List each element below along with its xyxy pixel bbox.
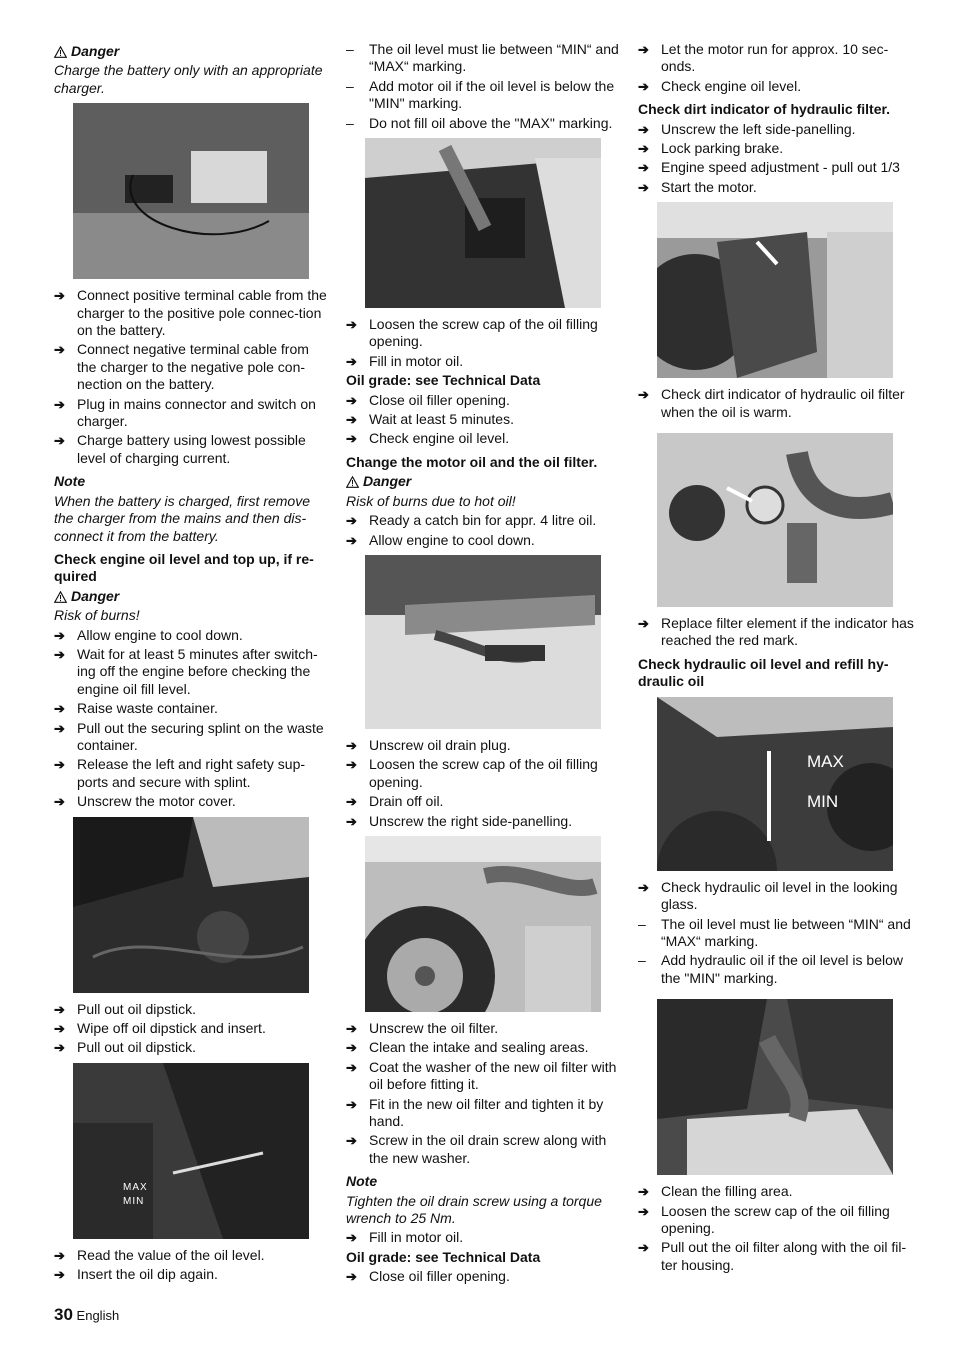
arrow-icon: ➔ [638,879,649,895]
dipstick-min-label: MIN [123,1195,145,1207]
list-item: ➔ Coat the washer of the new oil filter with oil before fitting it. [346,1058,617,1093]
arrow-icon: ➔ [638,42,649,57]
page-number: 30 [54,1305,73,1324]
column-1 [54,41,332,1286]
column-2 [346,41,624,1288]
arrow-icon: ➔ [346,317,357,333]
list-item: ➔ Replace filter element if the indicator has reached the red mark. [638,615,914,649]
step-list [54,287,332,467]
arrow-icon: ➔ [346,1040,357,1056]
arrow-icon: ➔ [54,720,65,736]
danger-text: Risk of burns! [54,607,140,624]
arrow-icon: ➔ [54,396,65,412]
step-list [54,627,332,811]
arrow-icon: ➔ [638,160,649,176]
photo-engine-compartment [73,817,309,993]
arrow-icon: ➔ [346,1133,357,1149]
photo-oil-drain [365,555,601,729]
arrow-icon: ➔ [54,757,65,773]
arrow-icon: ➔ [54,433,65,449]
list-item: ➔ Check dirt indicator of hydraulic oil filter when the oil is warm. [638,386,905,420]
list-item: ➔ Lock parking brake. [638,140,784,157]
step-list [54,1001,332,1057]
warning-triangle-icon [54,46,67,58]
danger-text: Risk of burns due to hot oil! [346,492,516,509]
note-title: Note [54,473,86,490]
column-3 [638,41,916,1276]
step-list [638,615,916,650]
danger-label: Danger [54,43,332,60]
section-heading: Check engine oil level and top up, if re-quired [54,550,314,585]
list-item: ➔ Pull out the oil filter along with the oil fil-ter housing. [638,1239,907,1273]
list-item: ➔ Check engine oil level. [638,77,802,94]
arrow-icon: ➔ [54,1021,65,1036]
arrow-icon: ➔ [638,141,649,157]
arrow-icon: ➔ [346,1059,357,1075]
arrow-icon: ➔ [54,288,65,304]
arrow-icon: ➔ [638,78,649,94]
step-list [346,1020,624,1167]
note-text: Tighten the oil drain screw using a torque wrench to 25 Nm. [346,1192,602,1226]
arrow-icon: ➔ [346,392,357,408]
photo-hydraulic-oil-glass [657,697,893,871]
list-item: ➔ Fill in motor oil. [346,1229,464,1246]
footer-language: English [76,1308,120,1323]
list-item: ➔ Let the motor run for approx. 10 sec-onds. [638,41,889,75]
list-item: ➔ Unscrew the oil filter. [346,1019,499,1036]
list-item: ➔ Unscrew oil drain plug. [346,736,511,753]
dash-marker: – [638,952,646,969]
arrow-icon: ➔ [346,794,357,810]
arrow-icon: ➔ [346,353,357,369]
list-item: ➔ Unscrew the left side-panelling. [638,120,856,137]
list-item: ➔ Screw in the oil drain screw along with the new washer. [346,1132,607,1166]
list-item: ➔ Raise waste container. [54,700,218,717]
arrow-icon: ➔ [638,1240,649,1256]
arrow-icon: ➔ [346,1020,357,1036]
step-list [346,1268,624,1285]
dash-marker: – [346,114,354,131]
arrow-icon: ➔ [346,737,357,753]
list-item: ➔ Charge battery using lowest possible level of charging current. [54,432,306,466]
photo-oil-filter-wheel [365,836,601,1012]
arrow-icon: ➔ [638,179,649,195]
section-heading: Check hydraulic oil level and refill hy-draulic oil [638,655,889,690]
dash-marker: – [346,77,354,94]
list-item: ➔ Check hydraulic oil level in the looking glass. [638,878,898,913]
step-list [638,386,916,421]
list-item: – Add hydraulic oil if the oil level is below the "MIN" marking. [638,952,904,986]
step-list [346,737,624,830]
photo-filling-area [657,999,893,1175]
arrow-icon: ➔ [346,1269,357,1285]
arrow-icon: ➔ [346,813,357,829]
step-list [54,1247,332,1284]
arrow-icon: ➔ [346,412,357,428]
list-item: ➔ Allow engine to cool down. [346,531,535,548]
danger-label: Danger [346,473,624,490]
arrow-icon: ➔ [346,757,357,773]
list-item: – The oil level must lie between “MIN“ and “MAX“ marking. [638,915,911,949]
list-item: ➔ Fit in the new oil filter and tighten it by hand. [346,1095,604,1129]
list-item: ➔ Close oil filler opening. [346,391,510,408]
photo-side-panel-filter [657,202,893,378]
arrow-icon: ➔ [638,616,649,632]
arrow-icon: ➔ [638,1203,649,1219]
list-item: ➔ Ready a catch bin for appr. 4 litre oil. [346,512,597,529]
arrow-icon: ➔ [54,1001,65,1017]
dash-marker: – [638,915,646,932]
list-item: ➔ Insert the oil dip again. [54,1266,218,1283]
arrow-icon: ➔ [54,1247,65,1263]
warning-triangle-icon [346,476,359,488]
list-item: ➔ Clean the filling area. [638,1183,793,1200]
list-item: – The oil level must lie between “MIN“ and “MAX“ marking. [346,41,619,75]
arrow-icon: ➔ [346,1096,357,1112]
oil-grade-label: Oil grade: see Technical Data [346,372,541,389]
warning-triangle-icon [54,591,67,603]
list-item: ➔ Check engine oil level. [346,430,510,447]
hydraulic-max-label: MAX [807,751,844,771]
step-list [346,392,624,448]
hydraulic-min-label: MIN [807,791,839,811]
photo-dirt-indicator [657,433,893,607]
arrow-icon: ➔ [638,121,649,137]
danger-label: Danger [54,588,332,605]
list-item: ➔ Pull out oil dipstick. [54,1039,197,1056]
list-item: ➔ Release the left and right safety sup-ports and secure with splint. [54,756,306,790]
arrow-icon: ➔ [54,342,65,358]
photo-oil-filler [365,138,601,308]
list-item: ➔ Pull out oil dipstick. [54,1000,197,1017]
list-item: ➔ Fill in motor oil. [346,352,464,369]
list-item: ➔ Close oil filler opening. [346,1268,510,1285]
arrow-icon: ➔ [638,387,649,403]
step-list [638,879,916,914]
note-title: Note [346,1173,378,1190]
list-item: ➔ Plug in mains connector and switch on charger. [54,395,316,430]
dash-list [346,41,624,132]
page-footer [54,1306,119,1324]
section-heading: Check dirt indicator of hydraulic filter. [638,101,891,118]
list-item: ➔ Start the motor. [638,178,757,195]
photo-battery-charger [73,103,309,279]
arrow-icon: ➔ [54,701,65,717]
list-item: ➔ Unscrew the right side-panelling. [346,812,573,829]
dipstick-max-label: MAX [123,1181,148,1193]
oil-grade-label: Oil grade: see Technical Data [346,1248,541,1265]
list-item: ➔ Read the value of the oil level. [54,1246,265,1263]
list-item: ➔ Connect negative terminal cable from the charger to the negative pole con-nection on the battery. [54,341,309,393]
step-list [638,41,916,95]
arrow-icon: ➔ [638,1184,649,1200]
list-item: ➔ Loosen the screw cap of the oil filling opening. [346,756,598,790]
list-item: ➔ Loosen the screw cap of the oil filling opening. [638,1202,890,1236]
list-item: ➔ Clean the intake and sealing areas. [346,1039,589,1056]
arrow-icon: ➔ [346,431,357,447]
arrow-icon: ➔ [54,646,65,662]
arrow-icon: ➔ [54,794,65,810]
list-item: ➔ Wipe off oil dipstick and insert. [54,1020,266,1036]
arrow-icon: ➔ [346,1230,357,1246]
danger-text: Charge the battery only with an appropriate charger. [54,62,323,96]
step-list [638,1183,916,1274]
section-heading: Change the motor oil and the oil filter. [346,453,598,470]
arrow-icon: ➔ [54,1267,65,1283]
list-item: ➔ Pull out the securing splint on the waste container. [54,719,324,753]
note-text: When the battery is charged, first remove the charger from the mains and then dis-connect it from the battery. [54,492,310,544]
step-list [638,121,916,197]
list-item: ➔ Loosen the screw cap of the oil filling opening. [346,316,598,350]
arrow-icon: ➔ [54,627,65,643]
step-list [346,512,624,549]
list-item: – Do not fill oil above the "MAX" marking. [346,114,613,131]
list-item: ➔ Wait for at least 5 minutes after switch-ing off the engine before checking the engine oil fill level. [54,645,318,697]
arrow-icon: ➔ [346,532,357,548]
list-item: ➔ Connect positive terminal cable from the charger to the positive pole connec-tion on the battery. [54,287,327,339]
list-item: ➔ Allow engine to cool down. [54,626,243,643]
step-list [346,1229,624,1246]
step-list [346,316,624,370]
list-item: – Add motor oil if the oil level is below the "MIN" marking. [346,77,615,112]
arrow-icon: ➔ [54,1040,65,1056]
dash-marker: – [346,41,354,57]
list-item: ➔ Engine speed adjustment - pull out 1/3 [638,159,900,176]
list-item: ➔ Drain off oil. [346,793,444,810]
dash-list [638,916,916,988]
arrow-icon: ➔ [346,513,357,529]
list-item: ➔ Unscrew the motor cover. [54,793,236,810]
photo-oil-dipstick [73,1063,309,1239]
list-item: ➔ Wait at least 5 minutes. [346,411,514,428]
